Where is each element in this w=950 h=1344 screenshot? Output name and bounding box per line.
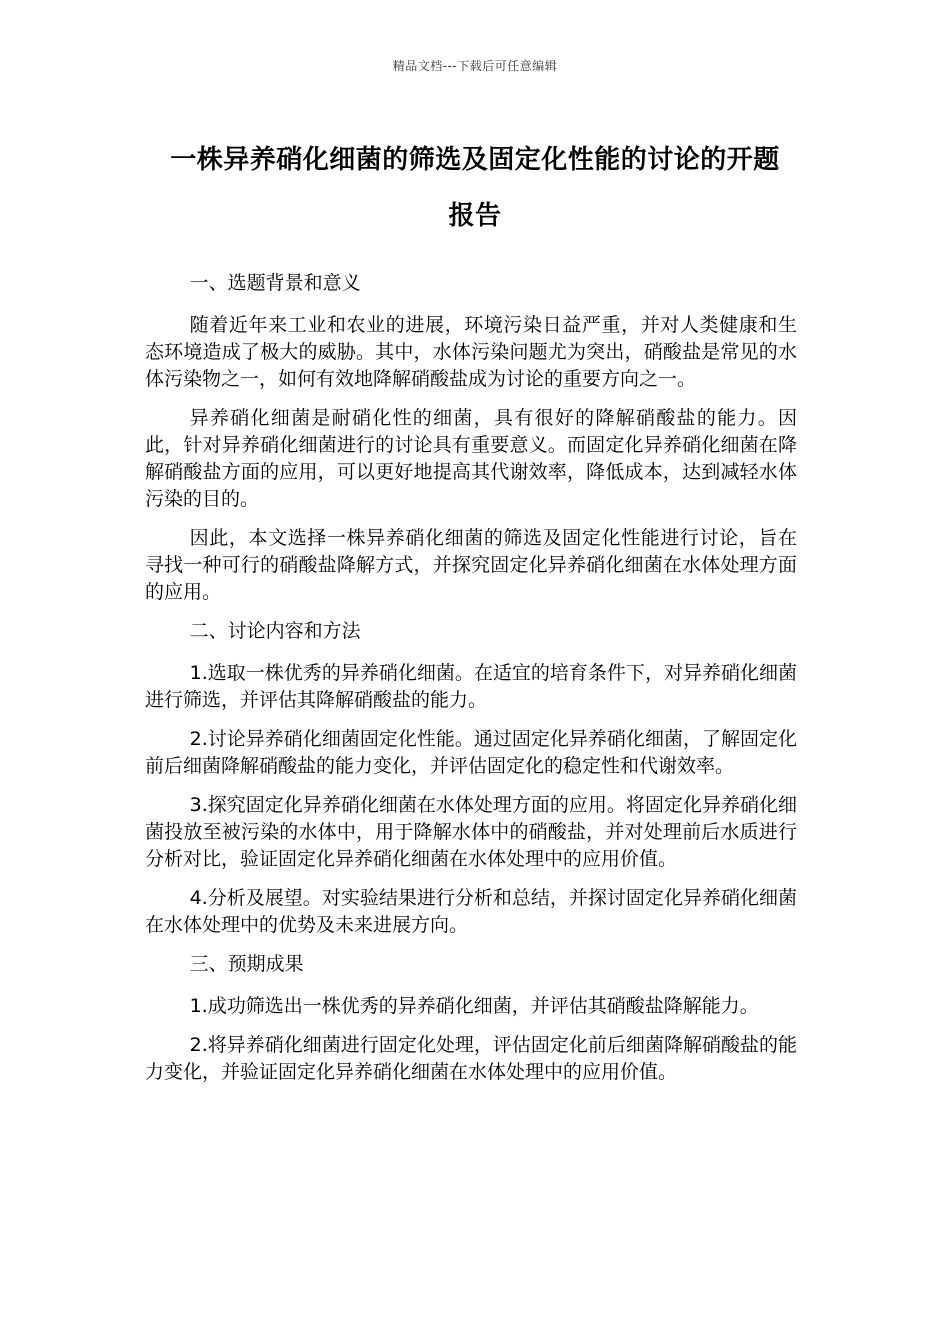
title-line-2: 报告 xyxy=(448,201,502,231)
paragraph-outcome-2: 2.将异养硝化细菌进行固定化处理，评估固定化前后细菌降解硝酸盐的能力变化，并验证固定化异养硝化细菌在水体处理中的应用价值。 xyxy=(145,1034,797,1083)
paragraph-method-2: 2.讨论异养硝化细菌固定化性能。通过固定化异养硝化细菌，了解固定化前后细菌降解硝酸盐的能力变化，并评估固定化的稳定性和代谢效率。 xyxy=(145,728,797,777)
paragraph-background-2: 异养硝化细菌是耐硝化性的细菌，具有很好的降解硝酸盐的能力。因此，针对异养硝化细菌进行的讨论具有重要意义。而固定化异养硝化细菌在降解硝酸盐方面的应用，可以更好地提高其代谢效率，降低成本，达到减轻水体污染的目的。 xyxy=(145,407,797,510)
section-heading-methods: 二、讨论内容和方法 xyxy=(189,620,361,642)
paragraph-method-1: 1.选取一株优秀的异养硝化细菌。在适宜的培育条件下，对异养硝化细菌进行筛选，并评估其降解硝酸盐的能力。 xyxy=(145,662,797,711)
section-heading-outcomes: 三、预期成果 xyxy=(189,953,304,975)
paragraph-outcome-1: 1.成功筛选出一株优秀的异养硝化细菌，并评估其硝酸盐降解能力。 xyxy=(189,995,759,1017)
header-note: 精品文档---下载后可任意编辑 xyxy=(392,59,558,73)
section-heading-background: 一、选题背景和意义 xyxy=(189,272,361,294)
paragraph-background-1: 随着近年来工业和农业的进展，环境污染日益严重，并对人类健康和生态环境造成了极大的威胁。其中，水体污染问题尤为突出，硝酸盐是常见的水体污染物之一，如何有效地降解硝酸盐成为讨论的重要方向之一。 xyxy=(145,314,797,390)
paragraph-method-4: 4.分析及展望。对实验结果进行分析和总结，并探讨固定化异养硝化细菌在水体处理中的优势及未来进展方向。 xyxy=(145,887,797,936)
title-line-1: 一株异养硝化细菌的筛选及固定化性能的讨论的开题 xyxy=(170,145,780,175)
paragraph-background-3: 因此，本文选择一株异养硝化细菌的筛选及固定化性能进行讨论，旨在寻找一种可行的硝酸盐降解方式，并探究固定化异养硝化细菌在水体处理方面的应用。 xyxy=(145,527,797,603)
paragraph-method-3: 3.探究固定化异养硝化细菌在水体处理方面的应用。将固定化异养硝化细菌投放至被污染的水体中，用于降解水体中的硝酸盐，并对处理前后水质进行分析对比，验证固定化异养硝化细菌在水体处理中的应用价值。 xyxy=(145,794,797,870)
document-body xyxy=(145,270,797,1098)
document-title xyxy=(140,132,810,244)
